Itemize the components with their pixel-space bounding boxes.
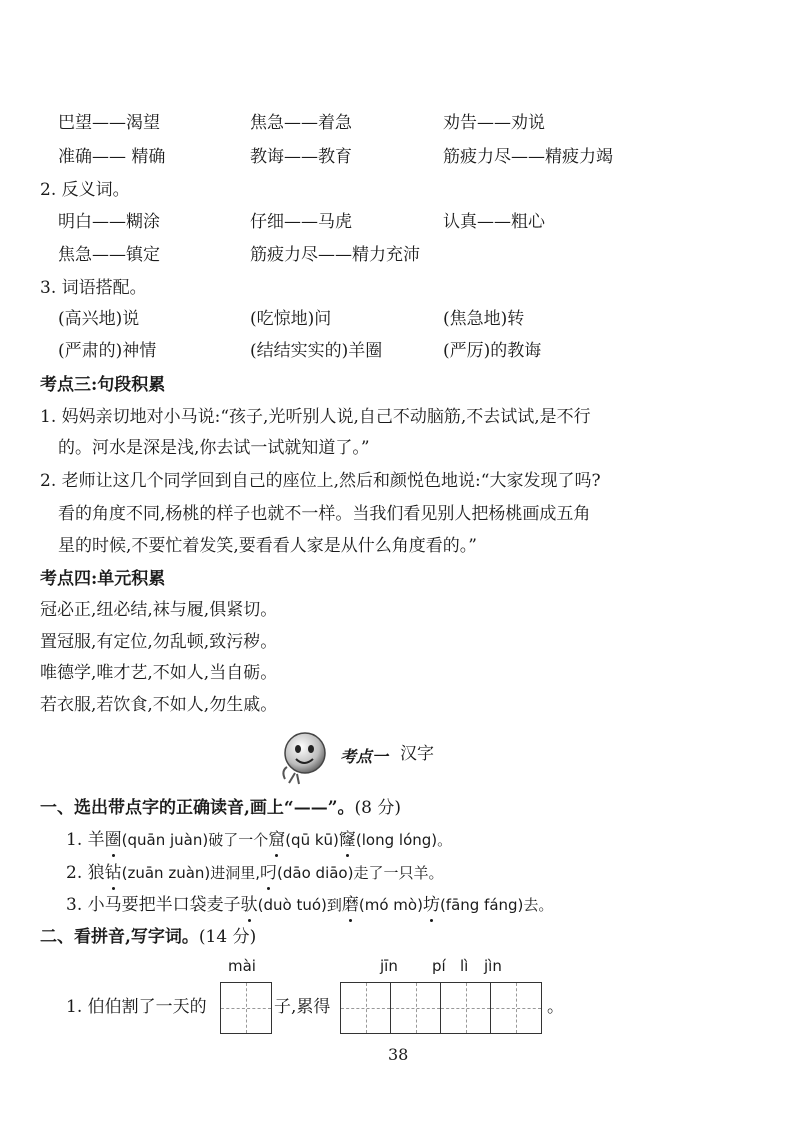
collocation-4: (严肃的)神情: [58, 341, 157, 361]
collocation-2: (吃惊地)问: [250, 309, 332, 329]
answer-cell[interactable]: [491, 983, 541, 1033]
q2-pinyin-1: mài: [228, 957, 256, 975]
banner-tag: 考点一: [340, 747, 389, 766]
section4-line4: 若衣服,若饮食,不如人,勿生戚。: [40, 695, 278, 715]
answer-cell[interactable]: [441, 983, 491, 1033]
collocation-6: (严厉)的教诲: [443, 341, 542, 361]
q2-sentence-part1: 1. 伯伯割了一天的: [66, 997, 207, 1017]
q2-pinyin-2a: jīn: [380, 957, 398, 975]
section3-item2-line1: 2. 老师让这几个同学回到自己的座位上,然后和颜悦色地说:“大家发现了吗?: [40, 471, 601, 491]
q2-pinyin-2d: jìn: [484, 957, 502, 975]
synonym-3: 劝告——劝说: [443, 113, 545, 133]
section4-title: 考点四:单元积累: [40, 569, 166, 589]
synonym-5: 教诲——教育: [250, 147, 352, 167]
collocation-5: (结结实实的)羊圈: [250, 341, 383, 361]
collocation-heading: 3. 词语搭配。: [40, 278, 147, 298]
synonym-6: 筋疲力尽——精疲力竭: [443, 147, 613, 167]
banner-title: 汉字: [400, 744, 434, 764]
collocation-1: (高兴地)说: [58, 309, 140, 329]
section3-item2-line2: 看的角度不同,杨桃的样子也就不一样。当我们看见别人把杨桃画成五角: [58, 504, 591, 524]
q2-sentence-end: 。: [547, 997, 564, 1017]
answer-grid-2[interactable]: [340, 982, 542, 1034]
q1-heading: 一、选出带点字的正确读音,画上“——”。(8 分): [40, 798, 401, 818]
antonym-heading: 2. 反义词。: [40, 180, 130, 200]
q1-line1: 1. 羊圈(quān juàn)破了一个窟(qū kū)窿(long lóng)。: [66, 830, 453, 850]
antonym-3: 认真——粗心: [443, 212, 545, 232]
answer-cell[interactable]: [341, 983, 391, 1033]
section3-item2-line3: 星的时候,不要忙着发笑,要看看人家是从什么角度看的。”: [58, 536, 477, 556]
antonym-1: 明白——糊涂: [58, 212, 160, 232]
antonym-4: 焦急——镇定: [58, 245, 160, 265]
q1-line3: 3. 小马要把半口袋麦子驮(duò tuó)到磨(mó mò)坊(fāng fáng)去。: [66, 895, 554, 915]
antonym-2: 仔细——马虎: [250, 212, 352, 232]
antonym-5: 筋疲力尽——精力充沛: [250, 245, 420, 265]
answer-grid-1[interactable]: [220, 982, 272, 1034]
synonym-1: 巴望——渴望: [58, 113, 160, 133]
section4-line2: 置冠服,有定位,勿乱顿,致污秽。: [40, 632, 278, 652]
collocation-3: (焦急地)转: [443, 309, 525, 329]
section3-title: 考点三:句段积累: [40, 375, 166, 395]
q1-line2: 2. 狼钻(zuān zuàn)进洞里,叼(dāo diāo)走了一只羊。: [66, 863, 444, 883]
q2-heading: 二、看拼音,写字词。(14 分): [40, 927, 257, 947]
section3-item1-line1: 1. 妈妈亲切地对小马说:“孩子,光听别人说,自己不动脑筋,不去试试,是不行: [40, 407, 591, 427]
synonym-2: 焦急——着急: [250, 113, 352, 133]
synonym-4: 准确—— 精确: [58, 147, 166, 167]
answer-cell[interactable]: [221, 983, 271, 1033]
section4-line3: 唯德学,唯才艺,不如人,当自砺。: [40, 663, 278, 683]
q2-sentence-part2: 子,累得: [274, 997, 331, 1017]
section3-item1-line2: 的。河水是深是浅,你去试一试就知道了。”: [58, 438, 370, 458]
answer-cell[interactable]: [391, 983, 441, 1033]
q2-pinyin-2b: pí: [432, 957, 446, 975]
section4-line1: 冠必正,纽必结,袜与履,俱紧切。: [40, 600, 278, 620]
smiley-icon: [275, 727, 335, 787]
q2-pinyin-2c: lì: [460, 957, 469, 975]
page-number: 38: [388, 1045, 409, 1064]
